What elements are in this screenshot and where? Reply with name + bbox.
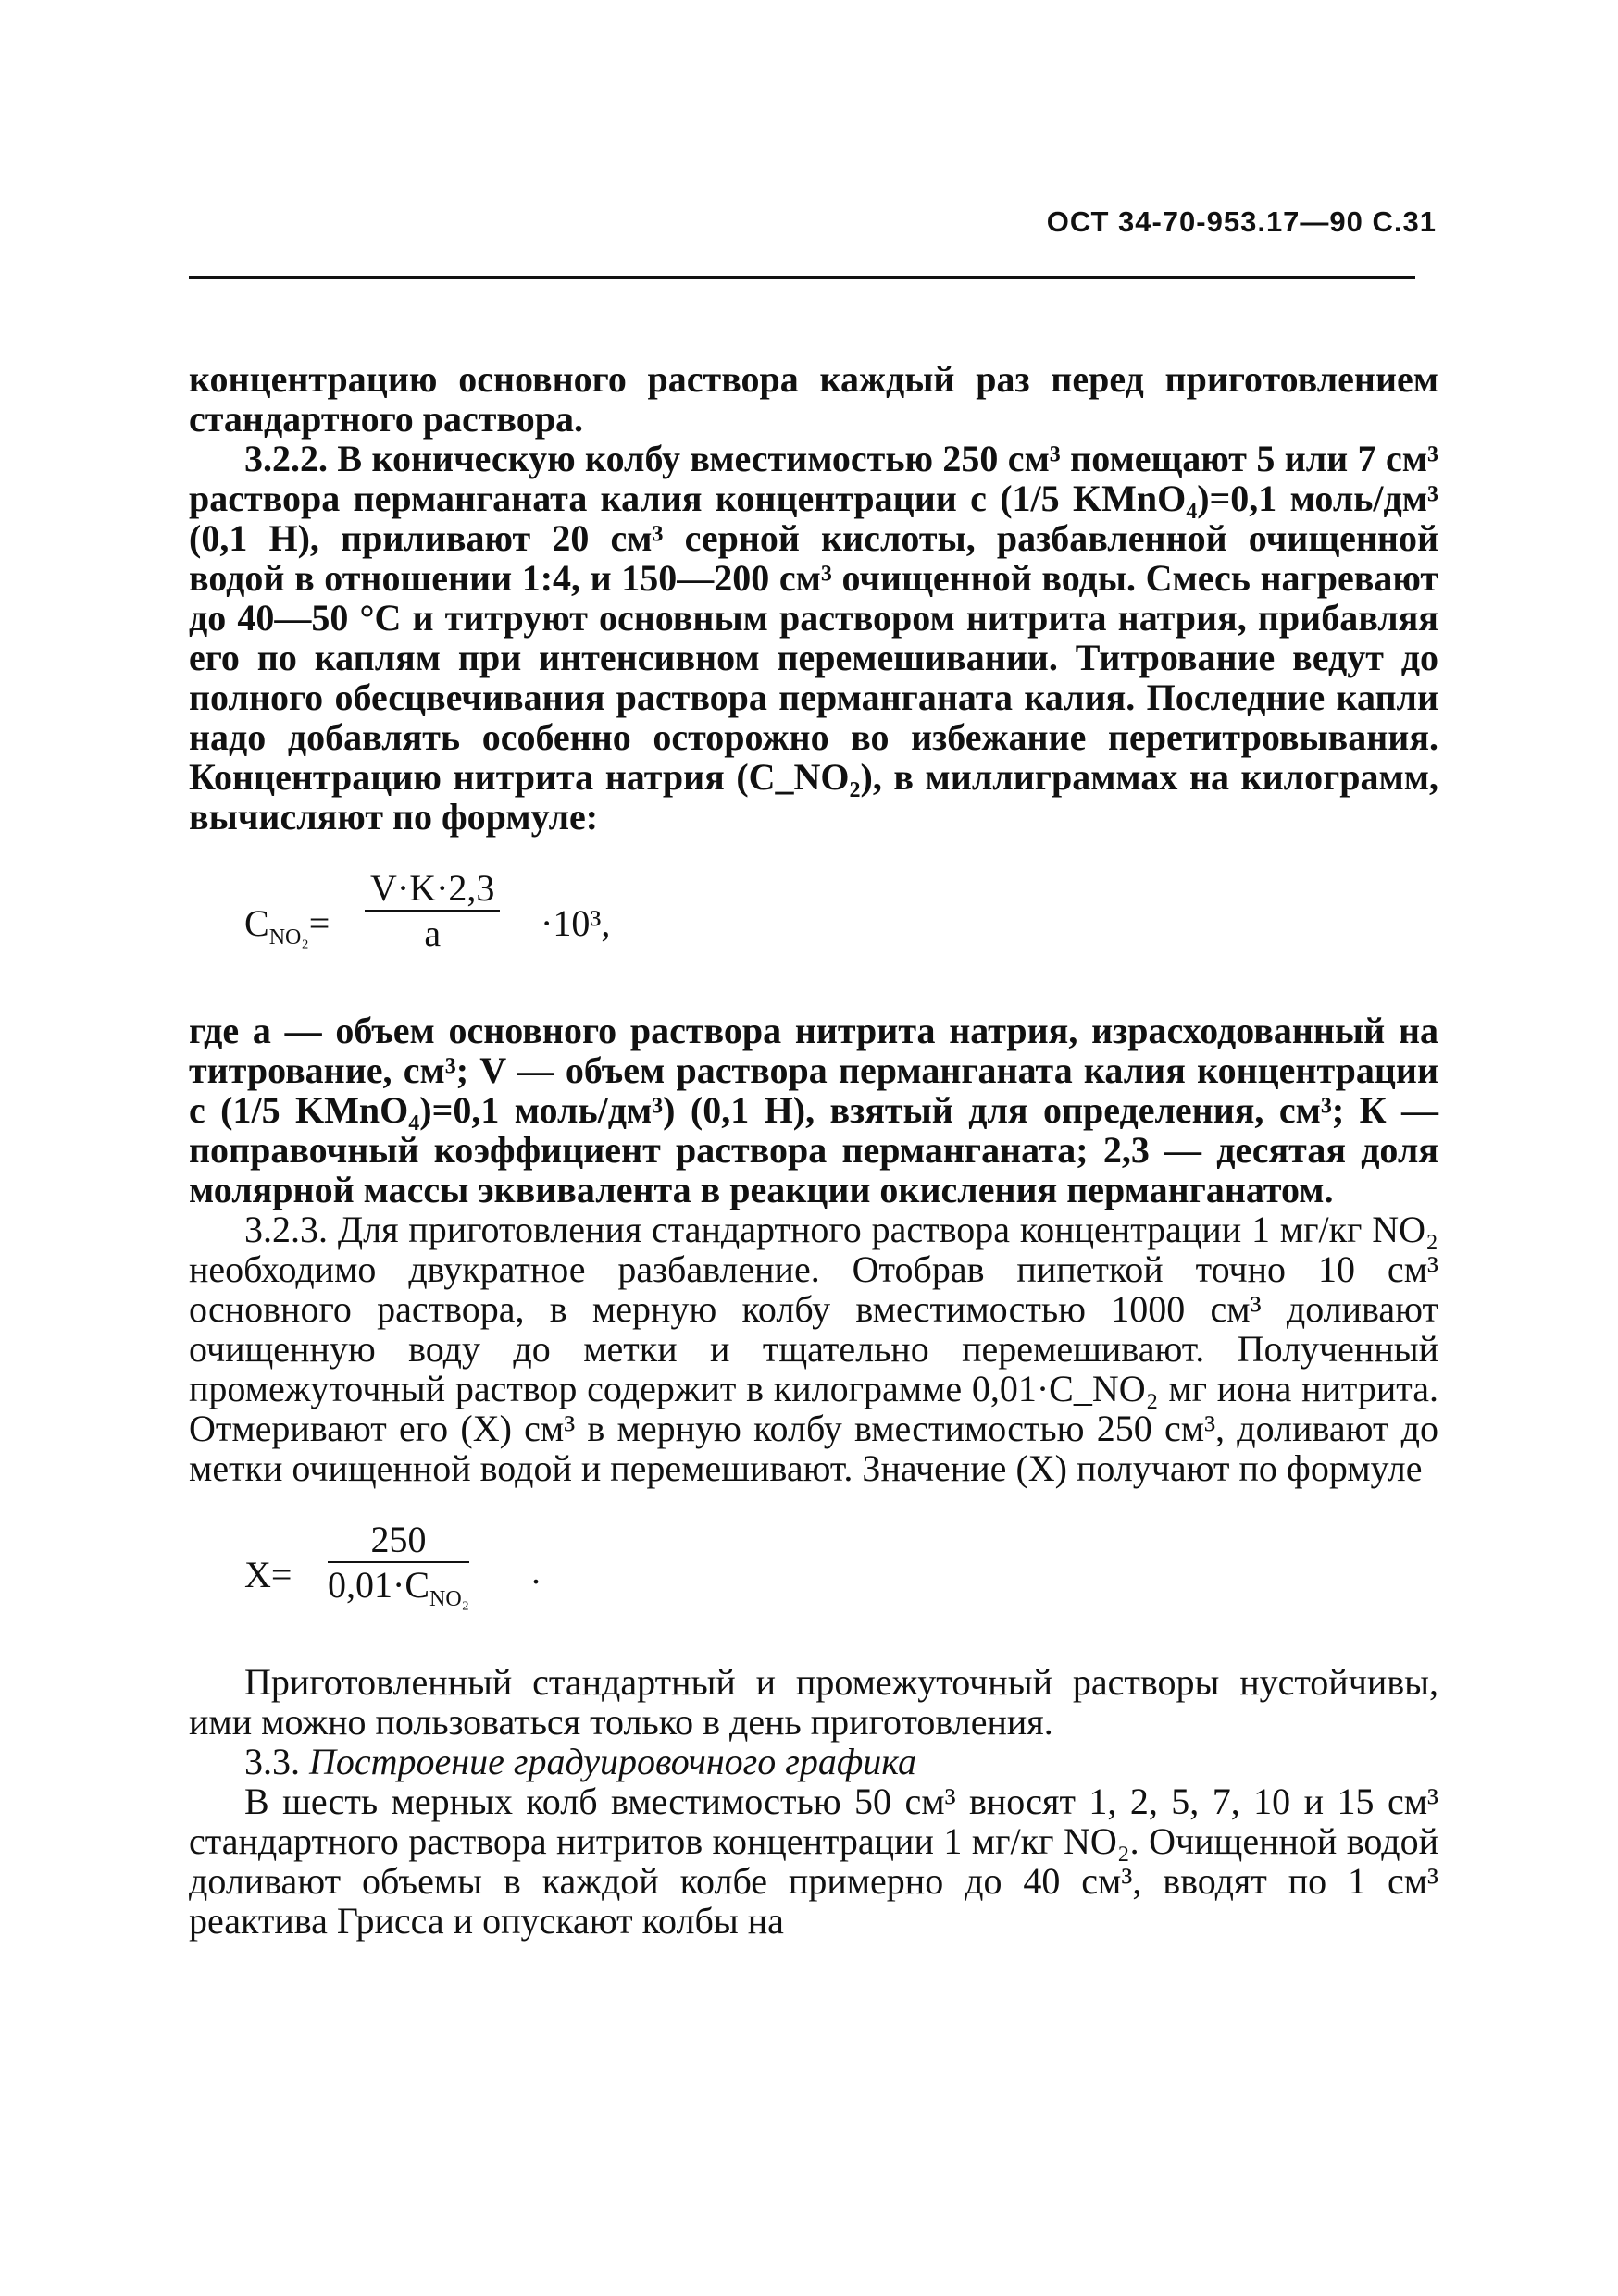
formula-concentration-lhs: $C_{NO_2}=$	[244, 902, 330, 949]
paragraph-3-2-2: 3.2.2. В коническую колбу вместимостью 250 см³ помещают 5 или 7 см³ раствора перманганата калия концентрации с (1/5 KMnO₄)=0,1 моль/дм³ (0,1 Н), приливают 20 см³ серной кислоты, разбавленной очищенной водой в отношении 1:4, и 150—200 см³ очищенной воды. Смесь нагревают до 40—50 °С и титруют основным раствором нитрита натрия, прибавляя его по каплям при интенсивном перемешивании. Титрование ведут до полного обесцвечивания раствора перманганата калия. Последние капли надо добавлять особенно осторожно во избежание перетитровывания. Концентрацию нитрита натрия (C_NO₂), в миллиграммах на килограмм, вычисляют по формуле:	[189, 438, 1438, 838]
document-body	[189, 359, 1438, 1941]
section-heading-3-3: 3.3. Построение градуировочного графика	[244, 1741, 916, 1782]
formula-concentration-tail: ·10³,	[541, 902, 611, 944]
formula-x-tail: .	[531, 1550, 541, 1592]
formula-concentration-numerator: V·K·2,3	[365, 868, 500, 912]
formula-x	[244, 1501, 1438, 1649]
paragraph-continuation: концентрацию основного раствора каждый раз перед приготовлением стандартного раствора.	[189, 358, 1438, 440]
formula-x-denominator: $0,01\cdot C_{NO_2}$	[328, 1564, 470, 1611]
header-divider	[189, 276, 1415, 279]
formula-concentration-denominator: a	[424, 912, 442, 954]
paragraph-3-2-3: 3.2.3. Для приготовления стандартного раствора концентрации 1 мг/кг NO₂ необходимо двукратное разбавление. Отобрав пипеткой точно 10 см³ основного раствора, в мерную колбу вместимостью 1000 см³ доливают очищенную воду до метки и тщательно перемешивают. Полученный промежуточный раствор содержит в килограмме 0,01·C_NO₂ мг иона нитрита. Отмеривают его (X) см³ в мерную колбу вместимостью 250 см³, доливают до метки очищенной водой и перемешивают. Значение (X) получают по формуле	[189, 1209, 1438, 1489]
formula-x-lhs: X=	[244, 1554, 292, 1595]
formula-concentration	[244, 850, 1438, 998]
formula-x-fraction	[328, 1520, 469, 1620]
paragraph-where: где а — объем основного раствора нитрита натрия, израсходованный на титрование, см³; V — объем раствора перманганата калия концентрации с (1/5 KMnO₄)=0,1 моль/дм³) (0,1 Н), взятый для определения, см³; К — поправочный коэффициент раствора перманганата; 2,3 — десятая доля молярной массы эквивалента в реакции окисления перманганатом.	[189, 1010, 1438, 1210]
paragraph-calibration: В шесть мерных колб вместимостью 50 см³ вносят 1, 2, 5, 7, 10 и 15 см³ стандартного раствора нитритов концентрации 1 мг/кг NO₂. Очищенной водой доливают объемы в каждой колбе примерно до 40 см³, вводят по 1 см³ реактива Грисса и опускают колбы на	[189, 1781, 1438, 1942]
section-heading-title: Построение градуировочного графика	[309, 1741, 916, 1782]
formula-x-numerator: 250	[328, 1520, 469, 1563]
formula-concentration-fraction	[365, 868, 500, 953]
page-header-code: ОСТ 34-70-953.17—90 С.31	[1046, 205, 1437, 238]
paragraph-stability: Приготовленный стандартный и промежуточный растворы нустойчивы, ими можно пользоваться только в день приготовления.	[189, 1661, 1438, 1743]
